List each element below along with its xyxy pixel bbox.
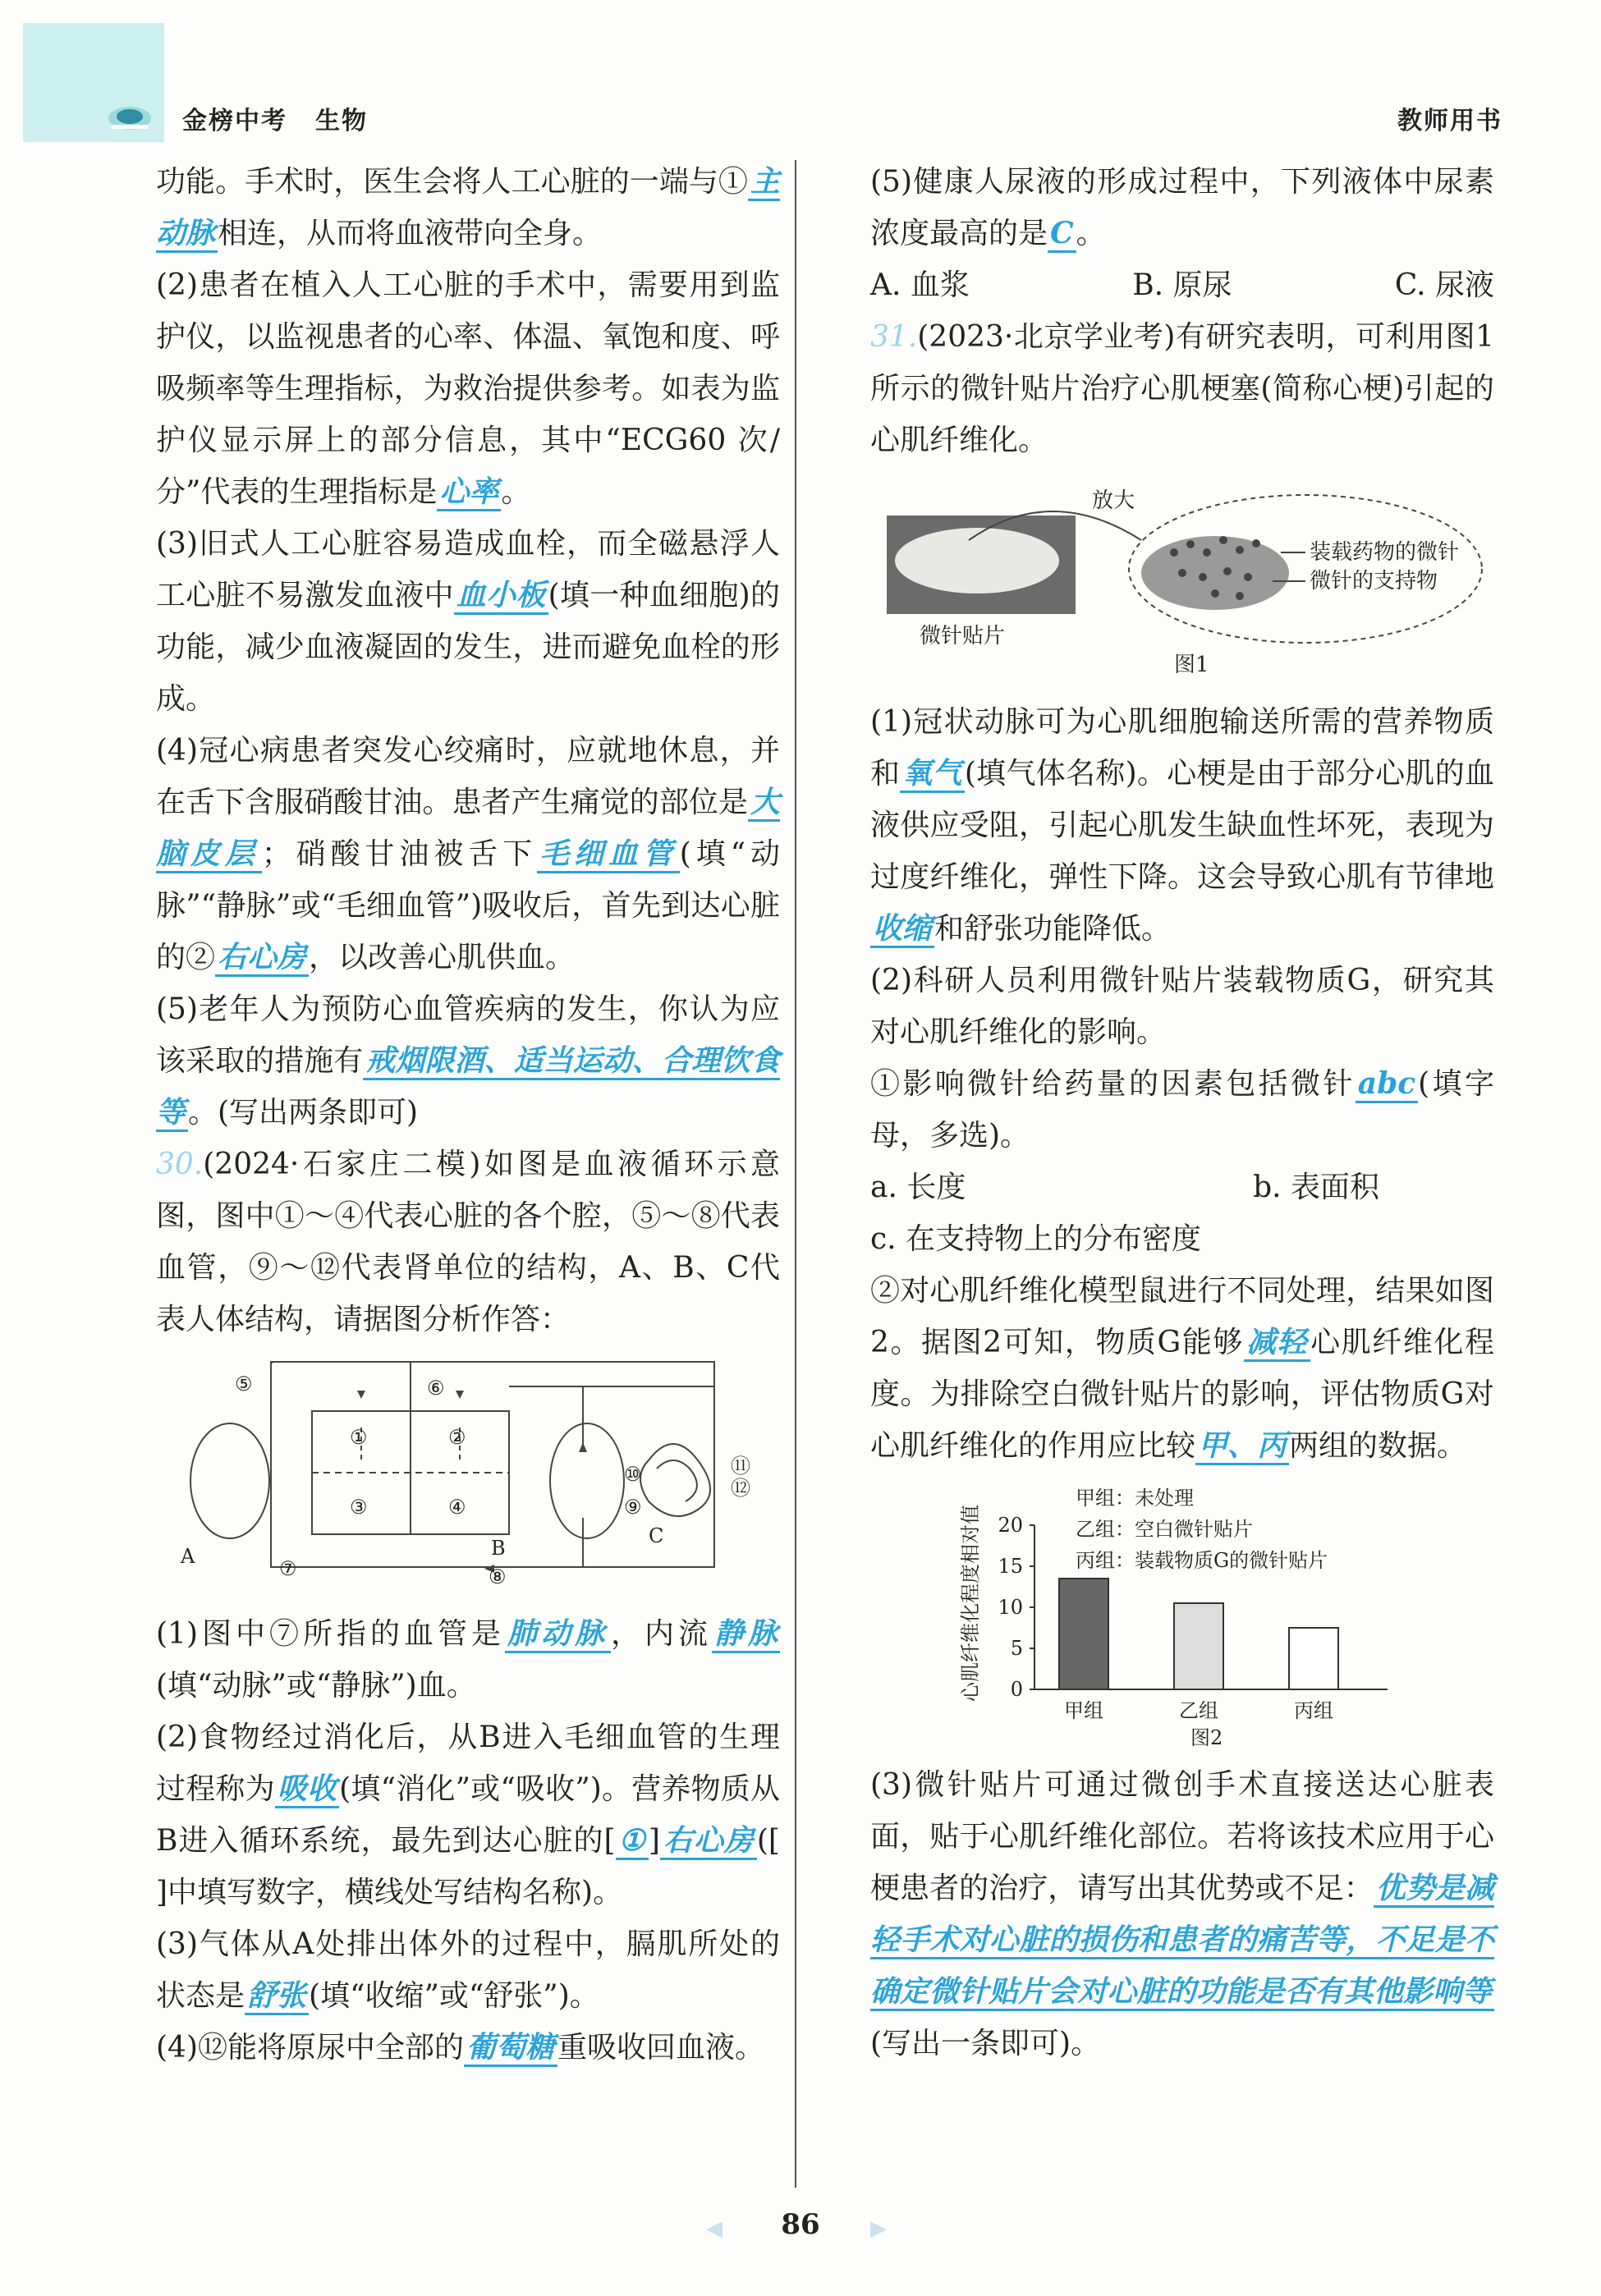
answer: 右心房 xyxy=(215,940,309,977)
book-logo-icon xyxy=(105,100,154,133)
fig1-support-label: 微针的支持物 xyxy=(1310,569,1438,593)
page-number: 86 xyxy=(781,2208,820,2241)
answer: 甲、丙 xyxy=(1195,1428,1289,1465)
chart-ylabel: 心肌纤维化程度相对值 xyxy=(959,1505,982,1702)
answer: 优势是减轻手术对心脏的损伤和患者的痛苦等，不足是不确定微针贴片会对心脏的功能是否有其他影响等 xyxy=(870,1871,1494,2011)
b2-1: ①影响微针给药量的因素包括微针abc(填字母，多选)。 xyxy=(870,1066,1494,1153)
next-arrow-icon: ▶ xyxy=(870,2216,887,2241)
label-B: B xyxy=(491,1537,506,1560)
y-tick-label: 5 xyxy=(1010,1637,1023,1660)
question-number: 30. xyxy=(156,1148,204,1181)
y-tick-label: 0 xyxy=(1010,1678,1023,1701)
left-column xyxy=(156,156,780,2074)
left-p2: (2)患者在植入人工心脏的手术中，需要用到监护仪，以监视患者的心率、体温、氧饱和度、呼吸频率等生理指标，为救治提供参考。如表为监护仪显示屏上的部分信息，其中“ECG60 次/分”代表的生理指标是心率。 xyxy=(156,259,780,518)
answer: 静脉 xyxy=(712,1616,780,1653)
y-tick-label: 20 xyxy=(998,1514,1023,1537)
label-9: ⑨ xyxy=(624,1496,642,1519)
header-edition: 教师用书 xyxy=(1397,107,1502,135)
x-tick-label: 甲组 xyxy=(1064,1699,1103,1722)
b2: (2)科研人员利用微针贴片装载物质G，研究其对心肌纤维化的影响。 xyxy=(870,964,1494,1049)
answer: 右心房 xyxy=(660,1823,757,1860)
right-q5: (5)健康人尿液的形成过程中，下列液体中尿素浓度最高的是C。 xyxy=(870,156,1494,259)
question-30: 30.(2024·石家庄二模)如图是血液循环示意图，图中①～④代表心脏的各个腔，⑤～⑧代表血管，⑨～⑫代表肾单位的结构，A、B、C代表人体结构，请据图分析作答： xyxy=(156,1148,780,1336)
y-tick-label: 10 xyxy=(998,1596,1023,1619)
legend-3: 丙组：装载物质G的微针贴片 xyxy=(1076,1549,1328,1572)
answer-1: (1)图中⑦所指的血管是肺动脉，内流静脉(填“动脉”或“静脉”)血。 xyxy=(156,1608,780,1712)
option-c: c. 在支持物上的分布密度 xyxy=(870,1222,1202,1256)
chart-caption: 图2 xyxy=(1190,1726,1223,1749)
bar-chart xyxy=(870,1480,1494,1751)
series-title: 金榜中考 xyxy=(182,107,287,135)
bar-丙组 xyxy=(1289,1628,1338,1689)
fig1-patch-label: 微针贴片 xyxy=(920,624,1006,648)
option-a: A. 血浆 xyxy=(870,268,970,302)
answer-3: (3)气体从A处排出体外的过程中，膈肌所处的状态是舒张(填“收缩”或“舒张”)。 xyxy=(156,1918,780,2022)
label-4: ④ xyxy=(448,1496,466,1519)
column-divider xyxy=(795,160,796,2188)
answer: 戒烟限酒、适当运动、合理饮食等 xyxy=(156,1043,780,1132)
answer: 主动脉 xyxy=(156,164,780,253)
label-A: A xyxy=(181,1545,195,1568)
left-p5: (5)老年人为预防心血管疾病的发生，你认为应该采取的措施有戒烟限酒、适当运动、合理饮食等。(写出两条即可) xyxy=(156,983,780,1139)
answer: 收缩 xyxy=(870,911,934,948)
option-b: B. 原尿 xyxy=(1132,268,1232,302)
label-1: ① xyxy=(350,1426,368,1449)
answer: 毛细血管 xyxy=(537,836,680,873)
label-5: ⑤ xyxy=(235,1373,253,1395)
left-p3: (3)旧式人工心脏容易造成血栓，而全磁悬浮人工心脏不易激发血液中血小板(填一种血细胞)的功能，减少血液凝固的发生，进而避免血栓的形成。 xyxy=(156,527,780,716)
prev-arrow-icon: ◀ xyxy=(706,2216,723,2241)
answer: 减轻 xyxy=(1244,1325,1310,1362)
label-11: ⑪ xyxy=(731,1455,750,1478)
answer: 氧气 xyxy=(900,756,965,793)
answer: 吸收 xyxy=(275,1771,339,1808)
answer: 舒张 xyxy=(245,1978,309,2015)
bar-乙组 xyxy=(1174,1603,1223,1689)
question-number: 31. xyxy=(870,320,918,354)
left-p4: (4)冠心病患者突发心绞痛时，应就地休息，并在舌下含服硝酸甘油。患者产生痛觉的部位是大脑皮层；硝酸甘油被舌下毛细血管(填“动脉”“静脉”或“毛细血管”)吸收后，首先到达心脏的②右心房，以改善心肌供血。 xyxy=(156,725,780,983)
right-column xyxy=(870,156,1494,2069)
answer: 葡萄糖 xyxy=(464,2030,557,2067)
question-31: 31.(2023·北京学业考)有研究表明，可利用图1所示的微针贴片治疗心肌梗塞(简称心梗)引起的心肌纤维化。 xyxy=(870,320,1494,457)
q5-options xyxy=(870,259,1494,311)
answer: 血小板 xyxy=(454,578,548,615)
legend-1: 甲组：未处理 xyxy=(1076,1487,1194,1510)
option-a: a. 长度 xyxy=(870,1171,966,1204)
option-b: b. 表面积 xyxy=(1253,1171,1379,1204)
header-series xyxy=(182,100,396,136)
circulation-diagram xyxy=(156,1354,780,1600)
x-tick-label: 乙组 xyxy=(1179,1699,1218,1722)
option-c: C. 尿液 xyxy=(1394,268,1494,302)
subject-title: 生物 xyxy=(315,107,368,135)
y-tick-label: 15 xyxy=(998,1555,1023,1578)
bar-甲组 xyxy=(1059,1579,1108,1689)
label-2: ② xyxy=(448,1426,466,1449)
left-p1: 功能。手术时，医生会将人工心脏的一端与①主动脉相连，从而将血液带向全身。 xyxy=(156,156,780,259)
b2-2: ②对心肌纤维化模型鼠进行不同处理，结果如图2。据图2可知，物质G能够减轻心肌纤维化程度。为排除空白微针贴片的影响，评估物质G对心肌纤维化的作用应比较甲、丙两组的数据。 xyxy=(870,1265,1494,1472)
b3: (3)微针贴片可通过微创手术直接送达心脏表面，贴于心肌纤维化部位。若将该技术应用于心梗患者的治疗，请写出其优势或不足：优势是减轻手术对心脏的损伤和患者的痛苦等，不足是不确定微针贴片会对心脏的功能是否有其他影响等(写出一条即可)。 xyxy=(870,1768,1494,2060)
label-7: ⑦ xyxy=(279,1557,297,1580)
fig1-enlarge: 放大 xyxy=(1092,488,1135,513)
answer: ① xyxy=(616,1823,649,1860)
answer: abc xyxy=(1356,1066,1418,1103)
answer: 肺动脉 xyxy=(505,1616,611,1653)
label-12: ⑫ xyxy=(731,1477,750,1500)
answer-4: (4)⑫能将原尿中全部的葡萄糖重吸收回血液。 xyxy=(156,2022,780,2074)
answer: C xyxy=(1048,216,1076,253)
answer: 心率 xyxy=(437,474,501,511)
label-6: ⑥ xyxy=(427,1377,445,1400)
label-8: ⑧ xyxy=(489,1565,507,1588)
microneedle-figure xyxy=(870,474,1494,688)
answer: 大脑皮层 xyxy=(156,785,780,873)
b2-options xyxy=(870,1162,1494,1213)
label-10: ⑩ xyxy=(624,1463,642,1486)
label-C: C xyxy=(649,1524,664,1547)
fig1-caption: 图1 xyxy=(1174,653,1209,677)
answer-2: (2)食物经过消化后，从B进入毛细血管的生理过程称为吸收(填“消化”或“吸收”)。营养物质从B进入循环系统，最先到达心脏的[①]右心房([ ]中填写数字，横线处写结构名称)。 xyxy=(156,1721,780,1909)
fig1-drug-label: 装载药物的微针 xyxy=(1310,540,1460,565)
label-3: ③ xyxy=(350,1496,368,1519)
x-tick-label: 丙组 xyxy=(1294,1699,1333,1722)
legend-2: 乙组：空白微针贴片 xyxy=(1076,1518,1253,1541)
b1: (1)冠状动脉可为心肌细胞输送所需的营养物质和氧气(填气体名称)。心梗是由于部分心肌的血液供应受阻，引起心肌发生缺血性坏死，表现为过度纤维化，弹性下降。这会导致心肌有节律地收缩和舒张功能降低。 xyxy=(870,696,1494,955)
